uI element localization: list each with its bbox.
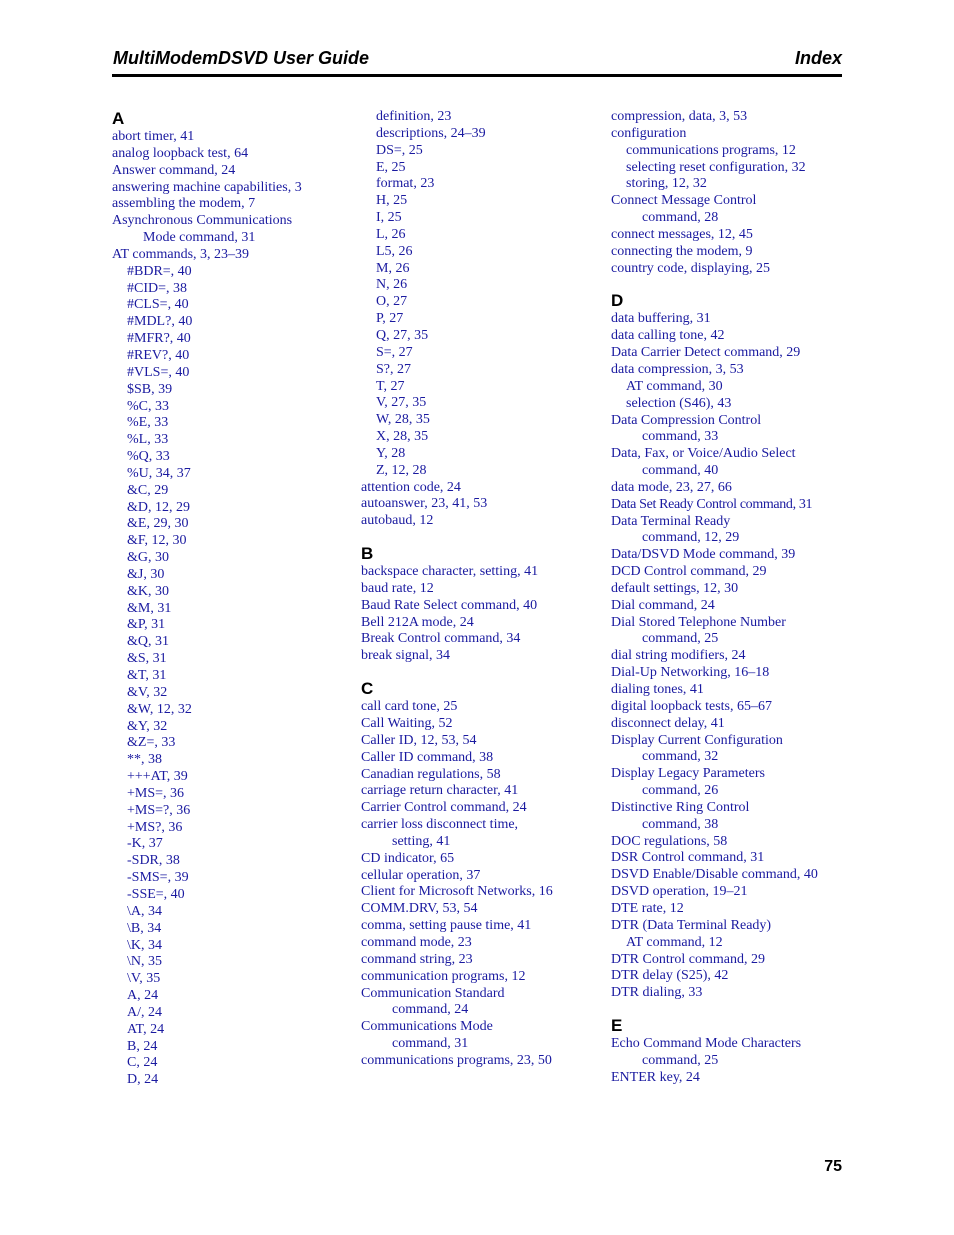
index-subentry-link[interactable]: A/, 24 <box>127 1004 162 1020</box>
index-entry-link[interactable]: AT commands, 3, 23–39 <box>112 246 250 262</box>
index-subentry-link[interactable]: &Z=, 33 <box>127 735 176 751</box>
index-subentry-link[interactable]: command, 25 <box>642 1052 719 1068</box>
index-subentry-link[interactable]: descriptions, 24–39 <box>376 125 486 141</box>
index-entry-link[interactable]: break signal, 34 <box>361 648 451 664</box>
index-entry-link[interactable]: Echo Command Mode Characters <box>611 1036 802 1052</box>
index-subentry-link[interactable]: %Q, 33 <box>127 449 170 465</box>
index-entry-link[interactable]: command string, 23 <box>361 951 473 967</box>
index-entry-link[interactable]: cellular operation, 37 <box>361 867 481 883</box>
index-subentry-link[interactable]: N, 26 <box>376 277 408 293</box>
index-subentry-link[interactable]: #CID=, 38 <box>127 280 188 296</box>
index-subentry-link[interactable]: P, 27 <box>376 311 404 327</box>
index-subentry-link[interactable]: \B, 34 <box>127 920 162 936</box>
index-subentry-link[interactable]: storing, 12, 32 <box>626 176 707 192</box>
index-entry-link[interactable]: CD indicator, 65 <box>361 850 455 866</box>
index-subentry-link[interactable]: %C, 33 <box>127 398 169 414</box>
index-subentry-link[interactable]: \A, 34 <box>127 903 162 919</box>
index-subentry-link[interactable]: Y, 28 <box>376 445 406 461</box>
index-entry-link[interactable]: DTR dialing, 33 <box>611 985 703 1001</box>
index-subentry-link[interactable]: &K, 30 <box>127 583 169 599</box>
page-number: 75 <box>824 1158 842 1175</box>
index-subentry-link[interactable]: AT command, 30 <box>626 378 723 394</box>
index-letter-heading: D <box>611 291 624 311</box>
index-subentry-link[interactable]: command, 31 <box>392 1036 469 1052</box>
index-subentry-link[interactable]: #MDL?, 40 <box>127 314 193 330</box>
index-entry-link[interactable]: configuration <box>611 125 687 141</box>
index-subentry-link[interactable]: format, 23 <box>376 176 435 192</box>
index-subentry-link[interactable]: command, 32 <box>642 749 719 765</box>
index-subentry-link[interactable]: &J, 30 <box>127 566 165 582</box>
index-entry-link[interactable]: Carrier Control command, 24 <box>361 800 527 816</box>
index-subentry-link[interactable]: setting, 41 <box>392 833 451 849</box>
index-entry-link[interactable]: Dial Stored Telephone Number <box>611 614 786 630</box>
index-subentry-link[interactable]: \K, 34 <box>127 937 162 953</box>
index-subentry-link[interactable]: %U, 34, 37 <box>127 465 191 481</box>
index-entry-link[interactable]: DCD Control command, 29 <box>611 564 767 580</box>
index-entry-link[interactable]: attention code, 24 <box>361 479 461 495</box>
index-entry-link[interactable]: DSVD operation, 19–21 <box>611 884 748 900</box>
index-entry-link[interactable]: Data Terminal Ready <box>611 513 731 529</box>
index-subentry-link[interactable]: +MS?, 36 <box>127 819 183 835</box>
index-entry-link[interactable]: DTR (Data Terminal Ready) <box>611 917 772 933</box>
index-entry-link[interactable]: digital loopback tests, 65–67 <box>611 698 772 714</box>
index-entry-link[interactable]: ENTER key, 24 <box>611 1069 700 1085</box>
index-entry-link[interactable]: data mode, 23, 27, 66 <box>611 479 732 495</box>
index-letter-heading: A <box>112 109 125 128</box>
index-subentry-link[interactable]: &W, 12, 32 <box>127 701 192 717</box>
index-entry-link[interactable]: data calling tone, 42 <box>611 328 725 344</box>
index-subentry-link[interactable]: &M, 31 <box>127 600 172 616</box>
index-entry-link[interactable]: communication programs, 12 <box>361 968 526 984</box>
index-letter-heading: C <box>361 679 374 699</box>
index-entry-link[interactable]: Data Carrier Detect command, 29 <box>611 345 801 361</box>
index-entry-link[interactable]: Data, Fax, or Voice/Audio Select <box>611 446 796 462</box>
index-subentry-link[interactable]: command, 12, 29 <box>642 530 740 546</box>
index-subentry-link[interactable]: +++AT, 39 <box>127 769 188 785</box>
guide-title: MultiModemDSVD User Guide <box>113 48 370 68</box>
index-entry-link[interactable]: dialing tones, 41 <box>611 682 704 697</box>
index-entry-link[interactable]: Distinctive Ring Control <box>611 799 750 815</box>
index-entry-link[interactable]: Data Compression Control <box>611 412 762 428</box>
index-entry-link[interactable]: Caller ID, 12, 53, 54 <box>361 732 477 748</box>
index-subentry-link[interactable]: H, 25 <box>376 193 408 209</box>
index-entry-link[interactable]: communications programs, 23, 50 <box>361 1052 552 1068</box>
index-subentry-link[interactable]: -SSE=, 40 <box>127 886 185 902</box>
index-entry-link[interactable]: Caller ID command, 38 <box>361 749 494 765</box>
index-subentry-link[interactable]: &V, 32 <box>127 684 168 700</box>
index-entry-link[interactable]: autoanswer, 23, 41, 53 <box>361 496 488 512</box>
index-entry-link[interactable]: Call Waiting, 52 <box>361 716 453 731</box>
index-entry-link[interactable]: COMM.DRV, 53, 54 <box>361 901 478 917</box>
index-entry-link[interactable]: carriage return character, 41 <box>361 783 519 799</box>
index-entry-link[interactable]: Data Set Ready Control command, 31 <box>611 496 813 512</box>
index-entry-link[interactable]: DTR Control command, 29 <box>611 951 765 967</box>
index-entry-link[interactable]: call card tone, 25 <box>361 699 458 715</box>
index-subentry-link[interactable]: command, 24 <box>392 1002 469 1018</box>
index-subentry-link[interactable]: -SMS=, 39 <box>127 870 189 886</box>
index-subentry-link[interactable]: L, 26 <box>376 226 406 242</box>
index-subentry-link[interactable]: \V, 35 <box>127 971 161 987</box>
index-entry-link[interactable]: dial string modifiers, 24 <box>611 648 746 664</box>
index-entry-link[interactable]: Dial-Up Networking, 16–18 <box>611 665 770 681</box>
index-entry-link[interactable]: Answer command, 24 <box>112 162 236 178</box>
index-subentry-link[interactable]: &P, 31 <box>127 617 166 633</box>
index-entry-link[interactable]: Baud Rate Select command, 40 <box>361 597 538 613</box>
index-subentry-link[interactable]: Q, 27, 35 <box>376 327 429 343</box>
index-entry-link[interactable]: data compression, 3, 53 <box>611 361 744 377</box>
index-entry-link[interactable]: compression, data, 3, 53 <box>611 109 748 124</box>
index-entry-link[interactable]: DTR delay (S25), 42 <box>611 968 729 984</box>
index-letter-heading: E <box>611 1016 623 1036</box>
index-subentry-link[interactable]: definition, 23 <box>376 109 452 124</box>
index-subentry-link[interactable]: W, 28, 35 <box>376 412 430 428</box>
index-entry-link[interactable]: backspace character, setting, 41 <box>361 564 539 580</box>
index-entry-link[interactable]: Asynchronous Communications <box>112 213 293 229</box>
index-entry-link[interactable]: Client for Microsoft Networks, 16 <box>361 884 553 900</box>
index-entry-link[interactable]: Data/DSVD Mode command, 39 <box>611 547 796 563</box>
index-subentry-link[interactable]: **, 38 <box>127 752 162 768</box>
index-entry-link[interactable]: DSR Control command, 31 <box>611 850 765 866</box>
index-entry-link[interactable]: DOC regulations, 58 <box>611 833 728 849</box>
index-subentry-link[interactable]: L5, 26 <box>376 243 413 259</box>
index-subentry-link[interactable]: C, 24 <box>127 1055 158 1071</box>
index-entry-link[interactable]: carrier loss disconnect time, <box>361 817 519 833</box>
index-subentry-link[interactable]: -K, 37 <box>127 836 163 852</box>
index-subentry-link[interactable]: command, 25 <box>642 631 719 647</box>
index-entry-link[interactable]: DTE rate, 12 <box>611 900 684 916</box>
index-subentry-link[interactable]: I, 25 <box>376 210 402 226</box>
index-subentry-link[interactable]: T, 27 <box>376 378 405 394</box>
index-entry-link[interactable]: answering machine capabilities, 3 <box>112 179 302 195</box>
index-subentry-link[interactable]: &G, 30 <box>127 550 169 566</box>
index-subentry-link[interactable]: +MS=, 36 <box>127 785 185 801</box>
index-entry-link[interactable]: disconnect delay, 41 <box>611 715 725 731</box>
index-entry-link[interactable]: Break Control command, 34 <box>361 631 521 647</box>
index-entry-link[interactable]: Bell 212A mode, 24 <box>361 614 474 630</box>
index-subentry-link[interactable]: command, 40 <box>642 463 719 479</box>
index-entry-link[interactable]: Canadian regulations, 58 <box>361 766 501 782</box>
index-subentry-link[interactable]: &T, 31 <box>127 668 167 683</box>
index-entry-link[interactable]: connecting the modem, 9 <box>611 243 753 259</box>
index-column-1 <box>112 109 352 1089</box>
header-rule <box>112 74 842 77</box>
index-subentry-link[interactable]: M, 26 <box>376 260 410 276</box>
index-entry-link[interactable]: Connect Message Control <box>611 193 757 209</box>
index-subentry-link[interactable]: command, 28 <box>642 210 719 226</box>
index-entry-link[interactable]: connect messages, 12, 45 <box>611 226 753 242</box>
index-subentry-link[interactable]: $SB, 39 <box>127 381 173 397</box>
index-subentry-link[interactable]: S?, 27 <box>376 361 411 377</box>
index-entry-link[interactable]: autobaud, 12 <box>361 513 434 529</box>
index-entry-link[interactable]: command mode, 23 <box>361 934 472 950</box>
index-entry-link[interactable]: default settings, 12, 30 <box>611 580 739 596</box>
index-entry-link[interactable]: Dial command, 24 <box>611 597 715 613</box>
section-title: Index <box>794 48 842 68</box>
index-entry-link[interactable]: baud rate, 12 <box>361 580 434 596</box>
index-entry-link[interactable]: assembling the modem, 7 <box>112 196 256 212</box>
index-entry-link[interactable]: abort timer, 41 <box>112 129 195 144</box>
index-subentry-link[interactable]: &Y, 32 <box>127 718 168 734</box>
index-subentry-link[interactable]: communications programs, 12 <box>626 142 796 158</box>
index-entry-link[interactable]: Communications Mode <box>361 1019 493 1035</box>
index-subentry-link[interactable]: %L, 33 <box>127 432 169 448</box>
index-entry-link[interactable]: Communication Standard <box>361 985 505 1001</box>
index-subentry-link[interactable]: -SDR, 38 <box>127 853 180 869</box>
index-entry-link[interactable]: Display Current Configuration <box>611 732 783 748</box>
index-subentry-link[interactable]: &C, 29 <box>127 482 169 498</box>
index-letter-heading: B <box>361 544 374 564</box>
index-subentry-link[interactable]: B, 24 <box>127 1038 158 1054</box>
index-entry-link[interactable]: data buffering, 31 <box>611 311 711 327</box>
index-subentry-link[interactable]: command, 38 <box>642 816 719 832</box>
index-subentry-link[interactable]: #CLS=, 40 <box>127 297 189 313</box>
index-entry-link[interactable]: comma, setting pause time, 41 <box>361 918 532 934</box>
index-subentry-link[interactable]: Mode command, 31 <box>143 230 256 246</box>
index-column-3 <box>611 109 851 1087</box>
index-subentry-link[interactable]: #REV?, 40 <box>127 347 190 363</box>
index-subentry-link[interactable]: X, 28, 35 <box>376 429 429 445</box>
index-subentry-link[interactable]: D, 24 <box>127 1072 159 1088</box>
index-subentry-link[interactable]: %E, 33 <box>127 415 169 431</box>
index-entry-link[interactable]: DSVD Enable/Disable command, 40 <box>611 867 818 883</box>
index-subentry-link[interactable]: selecting reset configuration, 32 <box>626 159 806 175</box>
index-entry-link[interactable]: Display Legacy Parameters <box>611 766 765 782</box>
index-subentry-link[interactable]: command, 26 <box>642 783 719 799</box>
index-subentry-link[interactable]: &F, 12, 30 <box>127 533 187 549</box>
index-subentry-link[interactable]: #MFR?, 40 <box>127 331 191 347</box>
index-subentry-link[interactable]: A, 24 <box>127 988 159 1004</box>
index-subentry-link[interactable]: +MS=?, 36 <box>127 802 191 818</box>
index-subentry-link[interactable]: Z, 12, 28 <box>376 462 427 478</box>
index-column-2 <box>361 109 601 1070</box>
index-subentry-link[interactable]: #BDR=, 40 <box>127 263 192 279</box>
index-subentry-link[interactable]: AT, 24 <box>127 1021 165 1037</box>
index-subentry-link[interactable]: &S, 31 <box>127 651 167 667</box>
index-subentry-link[interactable]: E, 25 <box>376 159 406 175</box>
index-subentry-link[interactable]: AT command, 12 <box>626 934 723 950</box>
index-subentry-link[interactable]: O, 27 <box>376 294 408 310</box>
index-subentry-link[interactable]: S=, 27 <box>376 344 413 360</box>
index-subentry-link[interactable]: selection (S46), 43 <box>626 395 732 411</box>
index-subentry-link[interactable]: &D, 12, 29 <box>127 499 190 515</box>
index-subentry-link[interactable]: command, 33 <box>642 429 719 445</box>
index-subentry-link[interactable]: DS=, 25 <box>376 142 423 158</box>
index-subentry-link[interactable]: &E, 29, 30 <box>127 516 189 532</box>
index-subentry-link[interactable]: #VLS=, 40 <box>127 364 190 380</box>
index-subentry-link[interactable]: &Q, 31 <box>127 634 169 650</box>
index-entry-link[interactable]: analog loopback test, 64 <box>112 145 249 161</box>
index-subentry-link[interactable]: V, 27, 35 <box>376 395 427 411</box>
index-entry-link[interactable]: country code, displaying, 25 <box>611 260 771 276</box>
index-subentry-link[interactable]: \N, 35 <box>127 954 162 970</box>
